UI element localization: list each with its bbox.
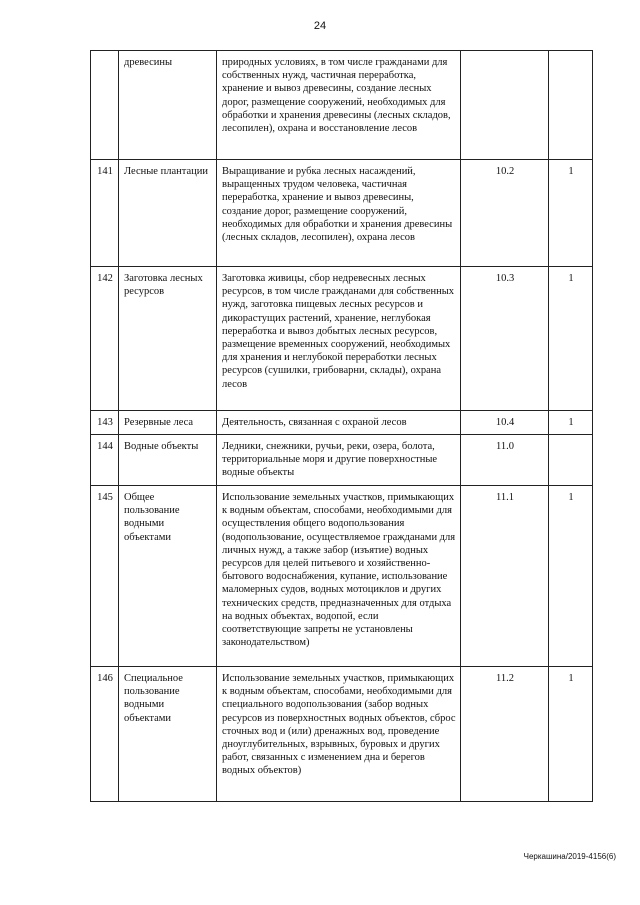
table-row xyxy=(91,411,593,435)
table-row xyxy=(91,267,593,411)
row-description: Деятельность, связанная с охраной лесов xyxy=(217,411,461,435)
table-row xyxy=(91,435,593,486)
row-value: 1 xyxy=(549,486,593,667)
row-value xyxy=(549,51,593,160)
row-description: Ледники, снежники, ручьи, реки, озера, болота, территориальные моря и другие поверхностные водные объекты xyxy=(217,435,461,486)
row-name: Общее пользование водными объектами xyxy=(119,486,217,667)
row-description: Использование земельных участков, примыкающих к водным объектам, способами, необходимыми для осуществления общего водопользования (водопользование, осуществляемое гражданами для личных нужд, а также забор (изъятие) водных ресурсов для целей питьевого и хозяйственно-бытового водоснабжения, купание, использование маломерных судов, водных мотоциклов и других технических средств, предназначенных для отдыха на водных объектах, водопой, если соответствующие запреты не установлены законодательством) xyxy=(217,486,461,667)
row-number: 141 xyxy=(91,160,119,267)
row-number: 144 xyxy=(91,435,119,486)
row-number: 143 xyxy=(91,411,119,435)
document-footer-id: Черкашина/2019-4156(6) xyxy=(523,852,616,861)
row-name: Заготовка лесных ресурсов xyxy=(119,267,217,411)
row-description: Использование земельных участков, примыкающих к водным объектам, способами, необходимыми для специального водопользования (забор водных ресурсов из поверхностных водных объектов, сброс сточных вод и (или) дренажных вод, проведение дноуглубительных, взрывных, буровых и других работ, связанных с изменением дна и берегов водных объектов) xyxy=(217,667,461,802)
row-description: Заготовка живицы, сбор недревесных лесных ресурсов, в том числе гражданами для собственных нужд, заготовка пищевых лесных ресурсов и дикорастущих растений, хранение, неглубокая переработка и вывоз добытых лесных ресурсов, размещение временных сооружений, необходимых для хранения и неглубокой переработки лесных ресурсов (сушилки, грибоварни, склады), охрана лесов xyxy=(217,267,461,411)
row-name: Лесные плантации xyxy=(119,160,217,267)
row-name: древесины xyxy=(119,51,217,160)
row-code: 11.0 xyxy=(461,435,549,486)
row-value: 1 xyxy=(549,667,593,802)
page-number: 24 xyxy=(313,20,327,32)
row-description: Выращивание и рубка лесных насаждений, выращенных трудом человека, частичная переработка, хранение и вывоз древесины, создание дорог, размещение сооружений, необходимых для обработки и хранения древесины (лесных складов, лесопилен), охрана лесов xyxy=(217,160,461,267)
row-name: Специальное пользование водными объектами xyxy=(119,667,217,802)
row-name: Резервные леса xyxy=(119,411,217,435)
row-value: 1 xyxy=(549,411,593,435)
row-description: природных условиях, в том числе гражданами для собственных нужд, частичная переработка, хранение и вывоз древесины, создание лесных дорог, размещение сооружений, необходимых для обработки и хранения древесины (лесных складов, лесопилен), охрана и восстановление лесов xyxy=(217,51,461,160)
row-value: 1 xyxy=(549,267,593,411)
row-number: 145 xyxy=(91,486,119,667)
table-row xyxy=(91,486,593,667)
table-row xyxy=(91,160,593,267)
land-use-table xyxy=(90,50,593,802)
row-code xyxy=(461,51,549,160)
table-row xyxy=(91,667,593,802)
row-code: 11.1 xyxy=(461,486,549,667)
row-name: Водные объекты xyxy=(119,435,217,486)
row-code: 10.2 xyxy=(461,160,549,267)
row-number: 146 xyxy=(91,667,119,802)
row-value: 1 xyxy=(549,160,593,267)
row-number xyxy=(91,51,119,160)
row-code: 10.3 xyxy=(461,267,549,411)
row-value xyxy=(549,435,593,486)
row-code: 11.2 xyxy=(461,667,549,802)
row-number: 142 xyxy=(91,267,119,411)
table-row xyxy=(91,51,593,160)
row-code: 10.4 xyxy=(461,411,549,435)
